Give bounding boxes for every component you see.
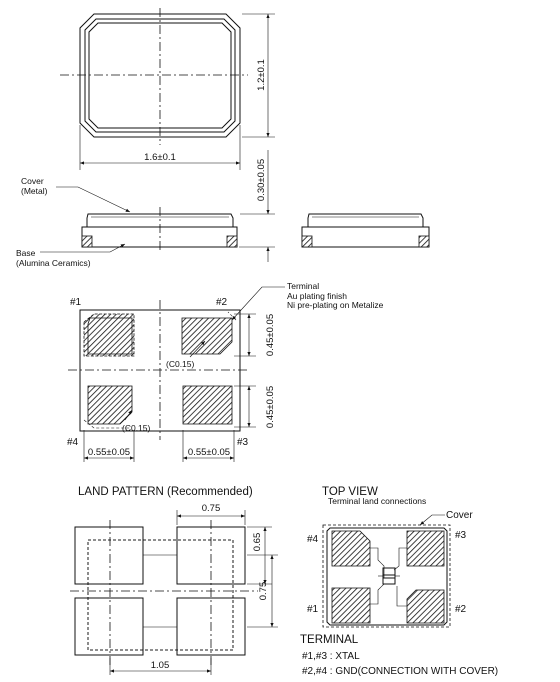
width-dimension-label: 1.6±0.1	[144, 152, 176, 163]
land-pitch-h-label: 1.05	[150, 660, 170, 671]
top-view-cover-label: Cover	[446, 510, 473, 521]
cover-leader	[56, 187, 130, 212]
bottom-pin3-label: #3	[237, 437, 249, 448]
terminal-line-1: #1,#3 : XTAL	[302, 651, 360, 662]
pad-width-right-label: 0.55±0.05	[187, 447, 231, 458]
chamfer-top-label: (C0.15)	[166, 359, 195, 369]
height-dimension-label: 0.30±0.05	[256, 158, 267, 202]
top-view-title: TOP VIEW	[322, 486, 378, 498]
cover-sub-label: (Metal)	[21, 186, 48, 196]
top-pin4-label: #4	[307, 534, 319, 545]
outline-top-view	[60, 8, 248, 145]
terminal-note-2: Ni pre-plating on Metalize	[287, 300, 384, 310]
bottom-pin2-label: #2	[216, 297, 228, 308]
base-sub-label: (Alumina Ceramics)	[16, 258, 91, 268]
pad-height-bottom-label: 0.45±0.05	[265, 385, 276, 429]
cover-label: Cover	[21, 176, 44, 186]
land-pattern-drawing	[70, 520, 258, 665]
land-pad-width-label: 0.75	[201, 503, 221, 514]
top-pin1-label: #1	[307, 604, 319, 615]
top-pin3-label: #3	[455, 530, 467, 541]
top-view-drawing	[323, 525, 450, 627]
terminal-title: TERMINAL	[300, 634, 359, 646]
side-view-end	[302, 214, 429, 247]
top-view-subtitle: Terminal land connections	[328, 496, 427, 506]
top-pin2-label: #2	[455, 604, 467, 615]
land-pattern-title: LAND PATTERN (Recommended)	[78, 486, 253, 498]
length-dimension-label: 1.2±0.1	[256, 59, 267, 91]
terminal-line-2: #2,#4 : GND(CONNECTION WITH COVER)	[302, 666, 499, 677]
pad-height-dimensions	[234, 314, 256, 427]
chamfer-bottom-label: (C0.15)	[122, 423, 151, 433]
side-view-front	[82, 207, 237, 253]
bottom-pin1-label: #1	[70, 297, 82, 308]
bottom-pin4-label: #4	[67, 437, 79, 448]
pad-height-top-label: 0.45±0.05	[265, 313, 276, 357]
terminal-label: Terminal	[287, 281, 320, 291]
top-view-cover-leader	[420, 515, 445, 525]
terminal-note-1: Au plating finish	[287, 291, 348, 301]
base-label: Base	[16, 248, 36, 258]
land-pad-height-label: 0.65	[252, 532, 263, 552]
pad-width-left-label: 0.55±0.05	[87, 447, 131, 458]
land-pitch-v-label: 0.75	[258, 581, 269, 601]
